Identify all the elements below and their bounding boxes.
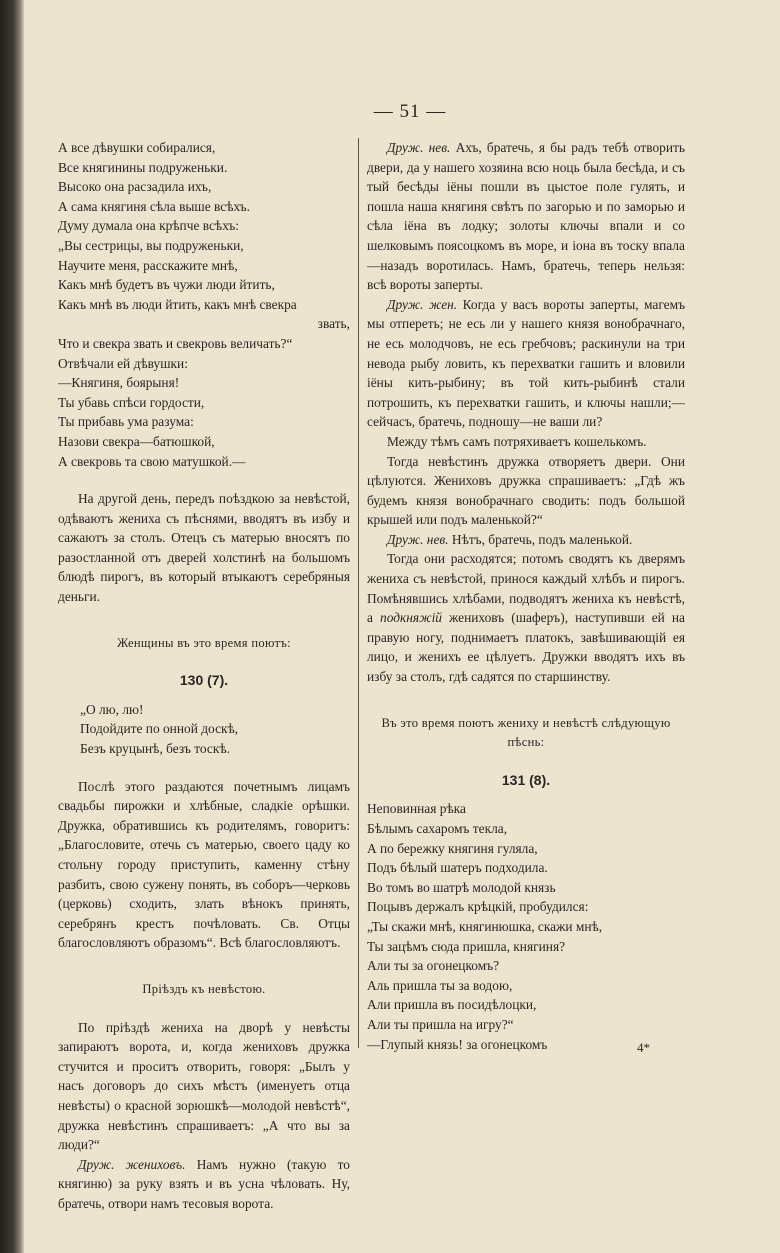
page-number: — 51 — bbox=[373, 101, 447, 122]
dialogue-paragraph bbox=[367, 530, 685, 550]
poem-line: Назови свекра—батюшкой, bbox=[58, 433, 215, 449]
song-number: 130 (7). bbox=[179, 672, 229, 689]
paragraph bbox=[367, 549, 685, 686]
speaker-label: Друж. жен. bbox=[387, 296, 458, 312]
poem-line: Ты прибавь ума разума: bbox=[58, 414, 194, 430]
verse-line: Неповинная рѣка bbox=[367, 801, 466, 817]
speaker-label: Друж. нев. bbox=[387, 531, 449, 547]
column-divider bbox=[358, 138, 359, 1048]
poem-line: А сама княгиня сѣла выше всѣхъ. bbox=[58, 198, 250, 214]
dialogue-paragraph bbox=[367, 295, 685, 432]
speaker-label: Друж. нев. bbox=[387, 140, 451, 155]
poem-line: Научите меня, расскажите мнѣ, bbox=[58, 257, 238, 273]
wedding-poem bbox=[58, 138, 350, 471]
verse-line: Али ты пришла на игру?“ bbox=[367, 1016, 514, 1032]
poem-line: А все дѣвушки собиралися, bbox=[58, 140, 216, 155]
paragraph: На другой день, передъ поѣздкою за невѣстой, одѣваютъ жениха съ пѣснями, вводятъ въ избу и сажаютъ за столъ. Отецъ съ матерью вносятъ по разостланной отъ дверей холстинѣ на большомъ блюдѣ пирогъ, въ который втыкаютъ серебряныя деньги. bbox=[58, 491, 350, 605]
section-heading: Пріѣздъ къ невѣстою. bbox=[142, 981, 266, 996]
verse-line: Безъ круцынѣ, безъ тоскѣ. bbox=[80, 741, 230, 757]
song-verse bbox=[367, 799, 685, 1054]
poem-line: Какъ мнѣ въ люди йтить, какъ мнѣ свекра bbox=[58, 296, 297, 312]
dialogue-paragraph bbox=[367, 138, 685, 295]
song-verse bbox=[58, 700, 350, 759]
poem-line: —Княгиня, боярыня! bbox=[58, 375, 180, 391]
dialogue-text: Намъ нужно (такую то княгиню) за руку взять и въ усна чѣловать. Ну, братечь, отвори намъ тесовыя ворота. bbox=[58, 1156, 350, 1211]
poem-line: Все княгинины подруженьки. bbox=[58, 159, 228, 175]
poem-line: „Вы сестрицы, вы подруженьки, bbox=[58, 237, 244, 253]
left-column bbox=[58, 138, 350, 1214]
verse-line: Али пришла въ посидѣлоцки, bbox=[367, 997, 537, 1013]
right-column bbox=[367, 138, 685, 1054]
poem-line-continuation: звать, bbox=[317, 316, 350, 332]
paragraph-text: Тогда они расходятся; потомъ сводятъ къ дверямъ жениха съ невѣстой, принося каждый хлѣбъ и пирогъ. Помѣнявшись хлѣбами, подводятъ жениха къ невѣстѣ, а bbox=[367, 551, 685, 626]
paragraph: Между тѣмъ самъ потряхиваетъ кошелькомъ. bbox=[387, 433, 647, 449]
verse-line: —Глупый князь! за огонецкомъ bbox=[367, 1036, 548, 1052]
section-heading: Женщины въ это время поютъ: bbox=[117, 635, 291, 650]
signature-mark: 4* bbox=[637, 1040, 650, 1055]
section-heading: Въ это время поютъ жениху и невѣстѣ слѣдующую пѣснь: bbox=[381, 715, 671, 750]
dialogue-text: Ахъ, братечь, я бы радъ тебѣ отворить двери, да у нашего хозяина всю ноць была бесѣда, и съ тый бесѣды іёны пошли въ цыстое поле гулять, и пошла наша княгиня свѣтъ по загорью и по заморью и сѣла іёна въ лодку; золоты ключы впали и со шелковымъ поясоцкомъ въ море, и іона въ тоску впала—назадъ воротилась. Намъ, братечь, теперь нельзя: всѣ вороты заперты. bbox=[367, 140, 685, 293]
book-binding-edge bbox=[0, 0, 24, 1253]
poem-line: Какъ мнѣ будетъ въ чужи люди йтить, bbox=[58, 277, 275, 293]
poem-line: А свекровь та свою матушкой.— bbox=[58, 453, 246, 469]
verse-line: Подойдите по онной доскѣ, bbox=[80, 721, 239, 737]
poem-line: Ты убавь спѣси гордости, bbox=[58, 394, 205, 410]
song-number: 131 (8). bbox=[501, 771, 551, 788]
paragraph-text: жениховъ (шаферъ), наступивши ей на правую ногу, поднимаетъ платокъ, завѣшивающій ея лицо, и женихъ ее цѣлуетъ. Дружки вводятъ ихъ въ избу за столъ, гдѣ садятся по старшинству. bbox=[367, 610, 685, 685]
poem-line: Думу думала она крѣпче всѣхъ: bbox=[58, 218, 240, 234]
verse-line: Бѣлымъ сахаромъ текла, bbox=[367, 821, 508, 836]
paragraph: По пріѣздѣ жениха на дворѣ у невѣсты запираютъ ворота, и, когда жениховъ дружка стучится и проситъ отворить, говоря: „Былъ у насъ договоръ до сихъ мѣстъ (именуетъ отца невѣсты) о красной зорюшкѣ—молодой невѣстѣ“, дружка невѣстинъ спрашиваетъ: „А что вы за люди?“ bbox=[58, 1019, 350, 1153]
poem-line: Отвѣчали ей дѣвушки: bbox=[58, 355, 188, 371]
verse-line: Подъ бѣлый шатеръ подходила. bbox=[367, 860, 548, 876]
speaker-label: Друж. жениховъ. bbox=[78, 1156, 186, 1172]
verse-line: „Ты скажи мнѣ, княгинюшка, скажи мнѣ, bbox=[367, 918, 603, 934]
poem-line: Высоко она расзадила ихъ, bbox=[58, 179, 212, 195]
verse-line: Али ты за огонецкомъ? bbox=[367, 958, 500, 974]
verse-line: Аль пришла ты за водою, bbox=[367, 977, 513, 993]
verse-line: Ты зацѣмъ сюда пришла, княгиня? bbox=[367, 938, 566, 954]
italic-term: подкняжій bbox=[380, 610, 443, 626]
paragraph: Послѣ этого раздаются почетнымъ лицамъ свадьбы пирожки и хлѣбные, сладкіе орѣшки. Дружка, обратившись къ родителямъ, говоритъ: „Благословите, отечь съ матерью, своего цаду ко стольну городу приступить, каменну стѣну разбить, свою сужену понять, въ соборъ—черковь (церковь) сходить, злать вѣнокъ принять, серебрянъ крестъ почѣловать. Св. Отцы благословляютъ образомъ“. Всѣ благословляютъ. bbox=[58, 778, 350, 951]
verse-line: А по бережку княгиня гуляла, bbox=[367, 840, 538, 856]
poem-line: Что и свекра звать и свекровь величать?“ bbox=[58, 335, 293, 351]
verse-line: „О лю, лю! bbox=[80, 701, 144, 717]
paragraph: Тогда невѣстинъ дружка отворяетъ двери. Они цѣлуются. Жениховъ дружка спрашиваетъ: „Гдѣ жъ будемъ князя вонобрачнаго сводить: подъ большой крышей или подъ маленькой?“ bbox=[367, 453, 685, 528]
dialogue-text: Когда у васъ вороты заперты, магемъ мы отпереть; не есь ли у нашего князя вонобрачнаго, не есь молодчовъ, не есь гребчовъ; раскинули на три невода рыбу ловить, къ перехватки гашить и вловили іёны кить-рыбину; въ той кить-рыбинѣ стали потрошить, къ перехватки гашить, и ключы нашли;—сейчасъ, братечь, подношу—не ваши ли? bbox=[367, 296, 685, 430]
dialogue-text: Нѣтъ, братечь, подъ маленькой. bbox=[448, 531, 633, 547]
dialogue-paragraph bbox=[58, 1155, 350, 1214]
verse-line: Поцывъ держалъ крѣцкій, пробудился: bbox=[367, 899, 589, 915]
verse-line: Во томъ во шатрѣ молодой князь bbox=[367, 879, 556, 895]
